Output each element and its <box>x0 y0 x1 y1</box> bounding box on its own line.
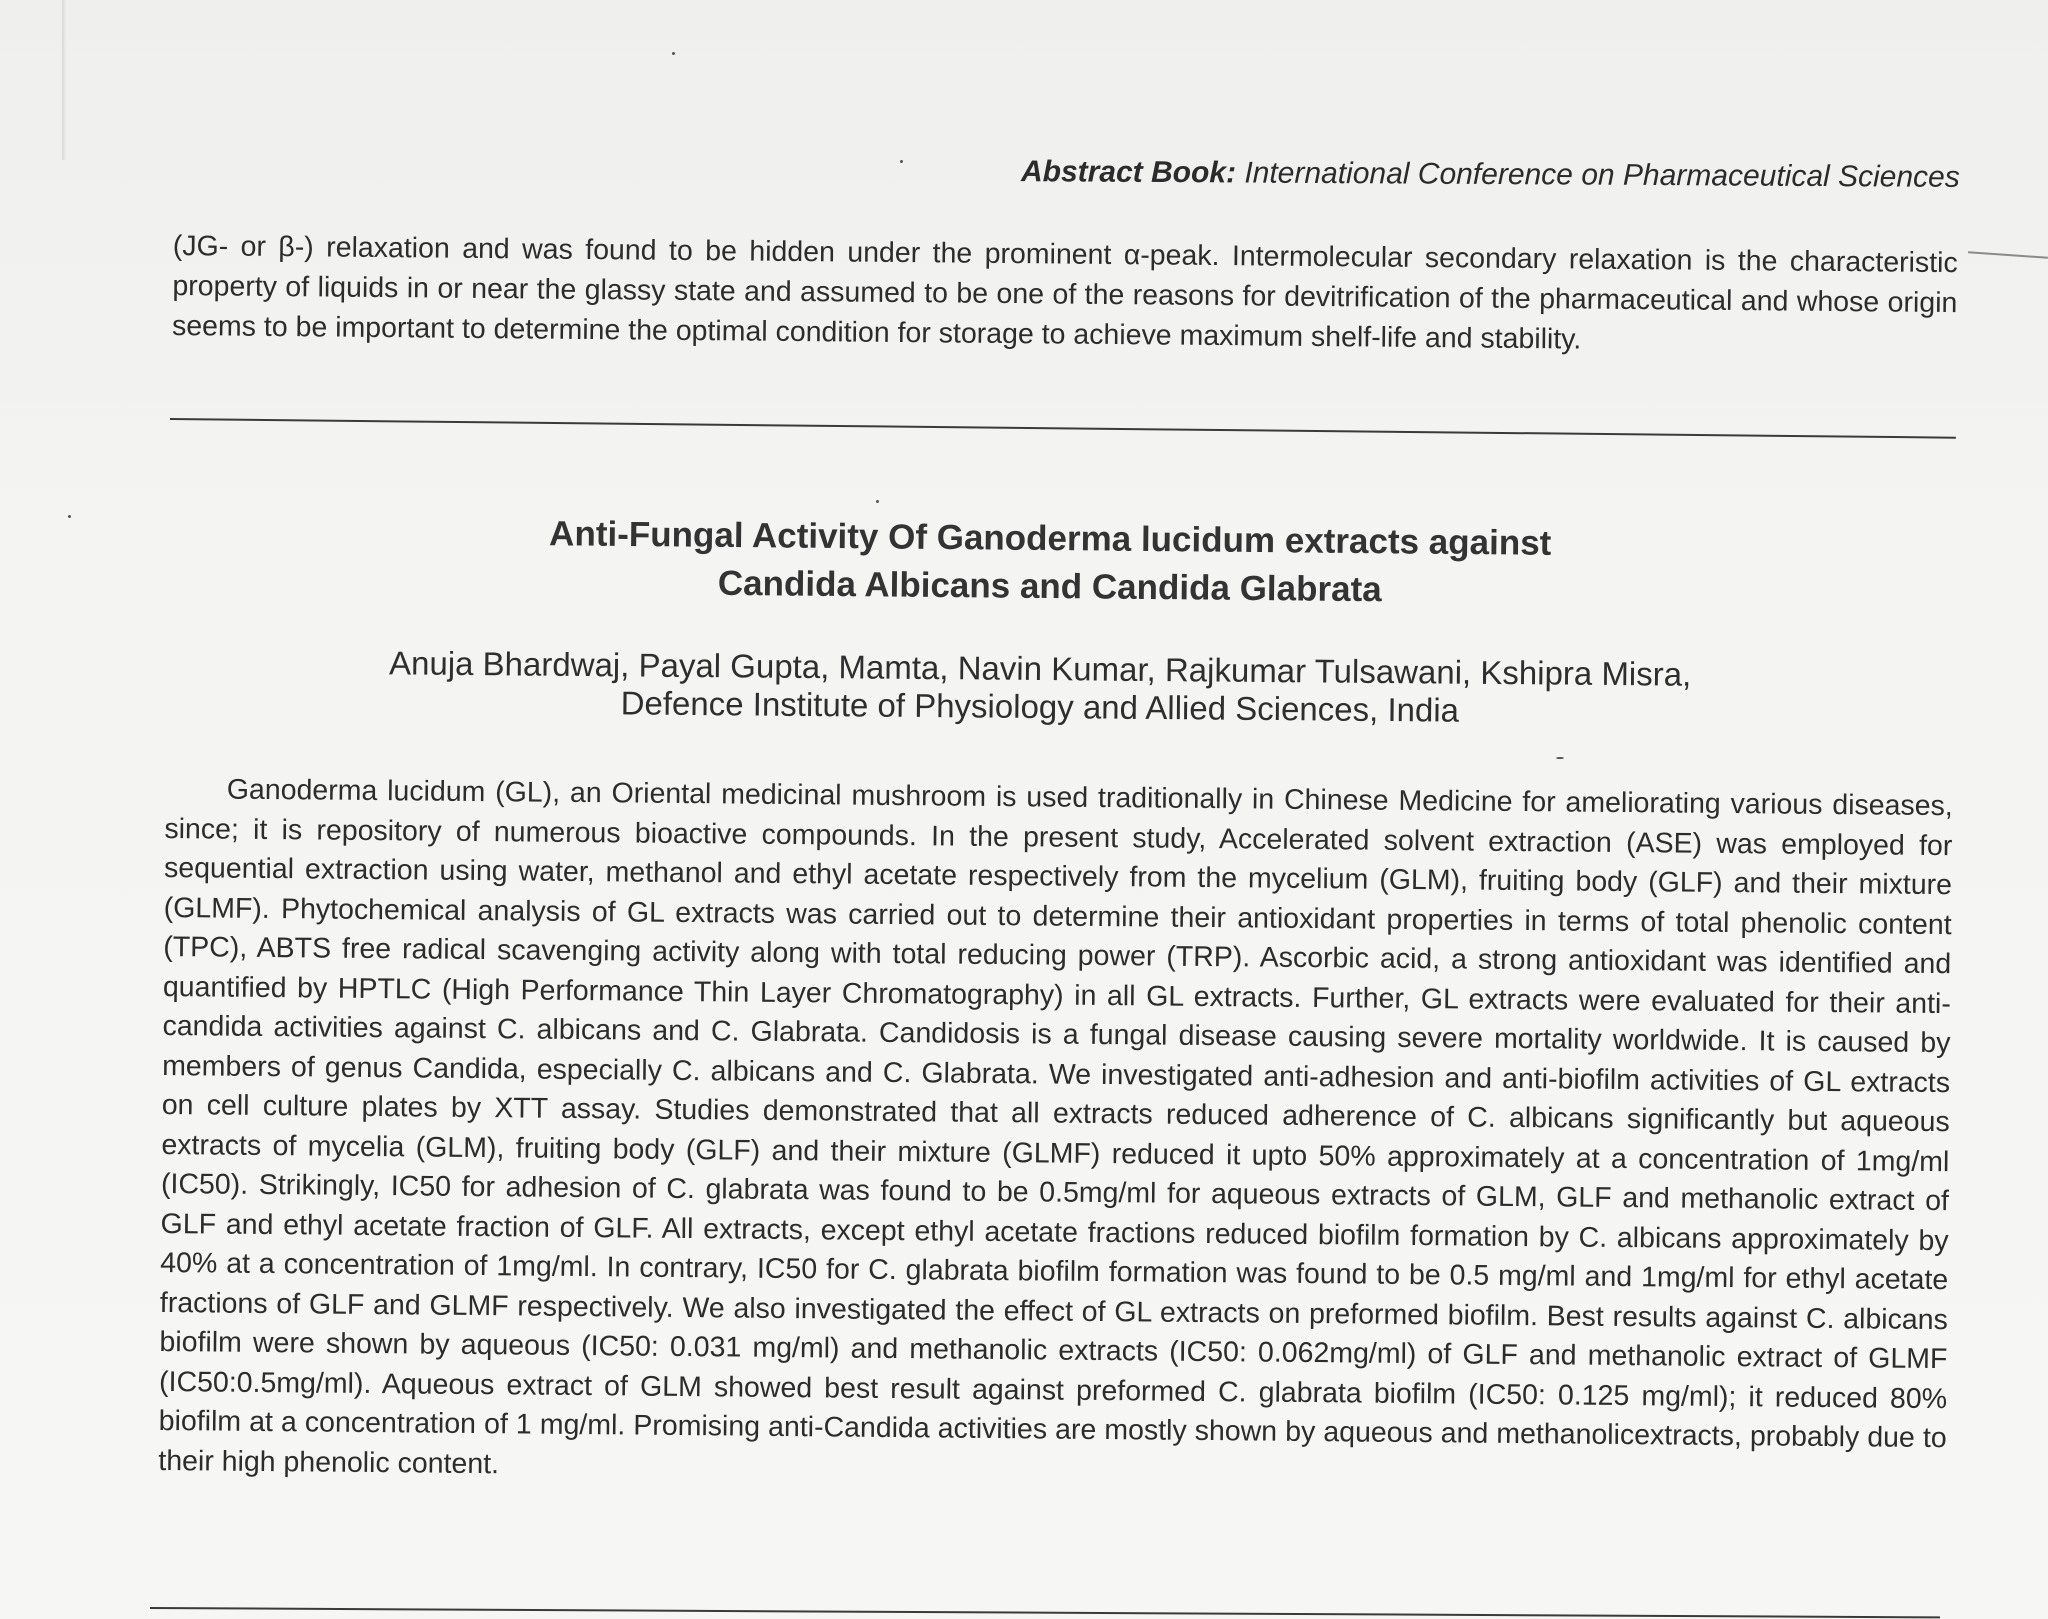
section-divider-top <box>170 418 1956 439</box>
page-edge-shadow <box>62 0 66 160</box>
header-book-label: Abstract Book: <box>1021 155 1237 190</box>
header-conference-name: International Conference on Pharmaceutical Sciences <box>1244 156 1961 194</box>
author-affiliation: Defence Institute of Physiology and Allied Sciences, India <box>620 684 1460 729</box>
section-divider-bottom <box>150 1607 1940 1618</box>
author-block <box>300 644 1781 733</box>
article-title-line-1: Anti-Fungal Activity Of Ganoderma lucidum extracts against <box>548 514 1552 563</box>
running-header <box>1021 155 1960 195</box>
article-title <box>460 509 1641 616</box>
scan-speck <box>900 160 903 163</box>
article-abstract: Ganoderma lucidum (GL), an Oriental medicinal mushroom is used traditionally in Chinese Medicine for ameliorating various diseases, since; it is repository of numerous bioactive compounds. In the present study, Accelerated solvent extraction (ASE) was employed for sequential extraction using water, methanol and ethyl acetate respectively from the mycelium (GLM), fruiting body (GLF) and their mixture (GLMF). Phytochemical analysis of GL extracts was carried out to determine their antioxidant properties in terms of total phenolic content (TPC), ABTS free radical scavenging activity along with total reducing power (TRP). Ascorbic acid, a strong antioxidant was identified and quantified by HPTLC (High Performance Thin Layer Chromatography) in all GL extracts. Further, GL extracts were evaluated for their anti-candida activities against C. albicans and C. Glabrata. Candidosis is a fungal disease causing severe mortality worldwide. It is caused by members of genus Candida, especially C. albicans and C. Glabrata. We investigated anti-adhesion and anti-biofilm activities of GL extracts on cell culture plates by XTT assay. Studies demonstrated that all extracts reduced adherence of C. albicans significantly but aqueous extracts of mycelia (GLM), fruiting body (GLF) and their mixture (GLMF) reduced it upto 50% approximately at a concentration of 1mg/ml (IC50). Strikingly, IC50 for adhesion of C. glabrata was found to be 0.5mg/ml for aqueous extracts of GLM, GLF and methanolic extract of GLF and ethyl acetate fraction of GLF. All extracts, except ethyl acetate fractions reduced biofilm formation by C. albicans approximately by 40% at a concentration of 1mg/ml. In contrary, IC50 for C. glabrata biofilm formation was found to be 0.5 mg/ml and 1mg/ml for ethyl acetate fractions of GLF and GLMF respectively. We also investigated the effect of GL extracts on preformed biofilm. Best results against C. albicans biofilm were shown by aqueous (IC50: 0.031 mg/ml) and methanolic extracts (IC50: 0.062mg/ml) of GLF and methanolic extract of GLMF (IC50:0.5mg/ml). Aqueous extract of GLM showed best result against preformed C. glabrata biofilm (IC50: 0.125 mg/ml); it reduced 80% biofilm at a concentration of 1 mg/ml. Promising anti-Candida activities are mostly shown by aqueous and methanolicextracts, probably due to their high phenolic content. <box>158 773 1953 1480</box>
pen-stroke-mark <box>1968 251 2048 259</box>
previous-abstract-continuation: (JG- or β-) relaxation and was found to be hidden under the prominent α-peak. Intermolecular secondary relaxation is the characteristic property of liquids in or near the glassy state and assumed to be one of the reasons for devitrification of the pharmaceutical and whose origin seems to be important to determine the optimal condition for storage to achieve maximum shelf-life and stability. <box>171 229 1958 356</box>
scan-speck <box>1556 757 1564 759</box>
author-list: Anuja Bhardwaj, Payal Gupta, Mamta, Navin Kumar, Rajkumar Tulsawani, Kshipra Misra, <box>388 644 1692 693</box>
scan-speck <box>672 52 675 55</box>
scan-speck <box>68 515 71 518</box>
scan-speck <box>876 500 879 503</box>
article-title-line-2: Candida Albicans and Candida Glabrata <box>717 563 1382 610</box>
